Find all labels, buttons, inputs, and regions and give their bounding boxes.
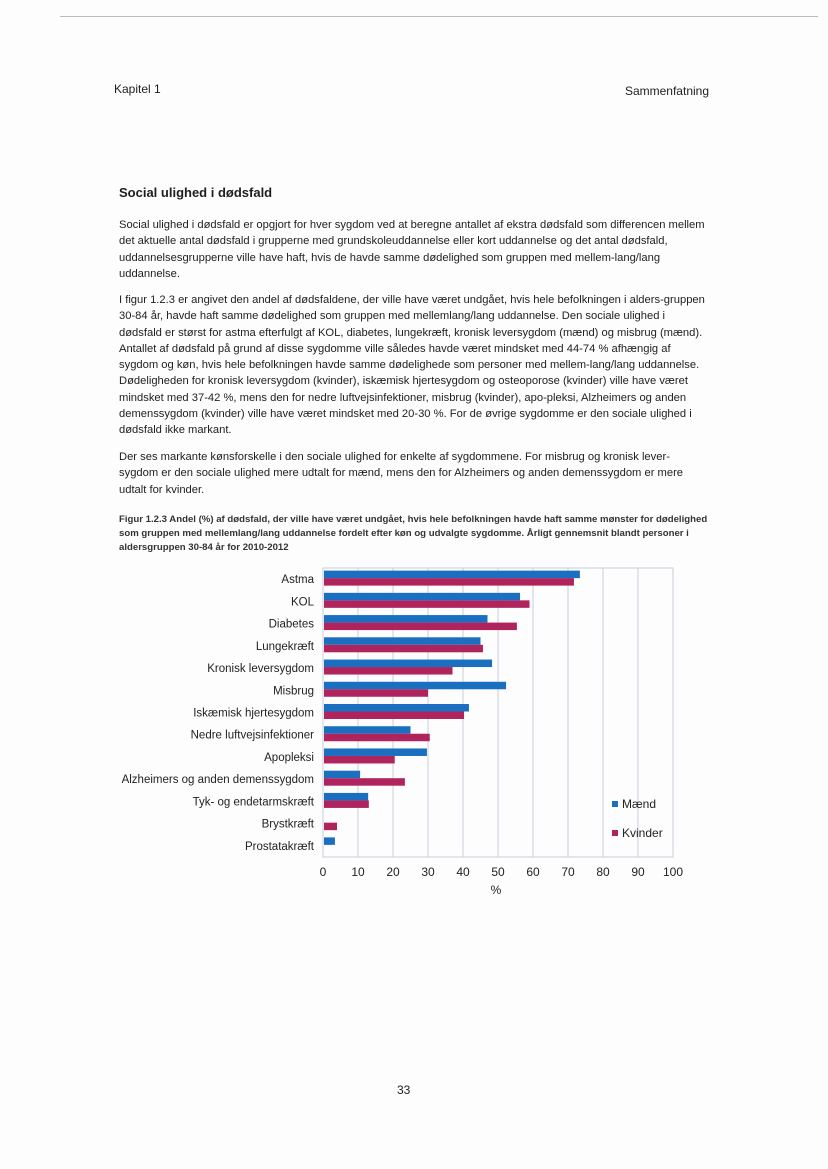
x-tick-label: 90: [631, 865, 645, 879]
x-tick-label: 40: [456, 865, 470, 879]
bar-mænd: [324, 726, 411, 734]
bar-mænd: [324, 571, 580, 579]
paragraph-1: Social ulighed i dødsfald er opgjort for hver sygdom ved at beregne antallet af ekstra dødsfald som differencen mellem det aktuelle antal dødsfald i grupperne med grundskoleuddannelse eller kort uddannelse og det antal dødsfald, uddannelsesgrupperne ville have haft, hvis de havde samme dødelighed som gruppen med mellem-lang/lang uddannelse.: [119, 219, 705, 280]
bar-mænd: [324, 771, 360, 779]
category-label: Apopleksi: [264, 751, 314, 764]
bar-kvinder: [324, 667, 453, 675]
bar-kvinder: [324, 600, 530, 608]
x-axis-label: %: [490, 883, 502, 897]
bar-kvinder: [324, 689, 428, 697]
figure-caption: Figur 1.2.3 Andel (%) af dødsfald, der ville have været undgået, hvis hele befolkningen havde haft samme mønster for dødelighed som gruppen med mellemlang/lang uddannelse fordelt efter køn og udvalgte sygdomme. Årligt gennemsnit blandt personer i aldersgruppen 30-84 år for 2010-2012: [119, 514, 708, 553]
x-tick-label: 20: [386, 865, 400, 879]
legend-swatch: [612, 801, 618, 807]
x-tick-label: 80: [596, 865, 610, 879]
bar-mænd: [324, 748, 427, 756]
x-tick-label: 30: [421, 865, 435, 879]
category-label: Alzheimers og anden demenssygdom: [121, 774, 314, 787]
x-tick-label: 100: [662, 865, 684, 879]
category-label: Iskæmisk hjertesygdom: [193, 707, 314, 720]
page-number: 33: [397, 1083, 411, 1097]
legend-label: Mænd: [622, 797, 657, 811]
category-label: Prostatakræft: [244, 840, 314, 853]
bar-kvinder: [324, 645, 483, 653]
bar-mænd: [324, 615, 488, 623]
category-label: Misbrug: [273, 685, 314, 698]
bar-kvinder: [324, 712, 464, 720]
bar-kvinder: [324, 823, 337, 831]
bar-kvinder: [324, 800, 369, 808]
category-label: Brystkræft: [261, 818, 314, 831]
paragraph-2: I figur 1.2.3 er angivet den andel af dødsfaldene, der ville have været undgået, hvis hele befolkningen i alders-gruppen 30-84 år, havde haft samme dødelighed som gruppen med mellemlang/lang uddannelse. Den sociale ulighed i dødsfald er størst for astma efterfulgt af KOL, diabetes, lungekræft, kronisk leversygdom (mænd) og misbrug (mænd). Antallet af dødsfald på grund af disse sygdomme ville således havde været mindsket med 44-74 % afhængig af sygdom og køn, hvis hele befolkningen havde samme dødelighede som personer med mellem-lang/lang uddannelse. Dødeligheden for kronisk leversygdom (kvinder), iskæmisk hjertesygdom og osteoporose (kvinder) ville have været mindsket med 37-42 %, mens den for nedre luftvejsinfektioner, misbrug (kvinder), apo-pleksi, Alzheimers og anden demenssygdom (kvinder) ville have været mindsket med 20-30 %. For de øvrige sygdomme er den sociale ulighed i dødsfald ikke markant.: [119, 294, 705, 437]
bar-kvinder: [324, 734, 430, 742]
bar-mænd: [324, 593, 520, 601]
x-tick-label: 10: [351, 865, 365, 879]
x-tick-label: 60: [526, 865, 540, 879]
category-label: Tyk- og endetarmskræft: [192, 796, 314, 809]
bar-kvinder: [324, 756, 395, 764]
top-rule: [60, 16, 818, 17]
category-label: Nedre luftvejsinfektioner: [190, 729, 314, 742]
bar-mænd: [324, 660, 492, 668]
bar-kvinder: [324, 778, 405, 786]
bar-mænd: [324, 637, 481, 645]
legend-swatch: [612, 830, 618, 836]
section-header: Sammenfatning: [624, 84, 709, 98]
bar-kvinder: [324, 623, 517, 631]
chapter-header: Kapitel 1: [114, 82, 161, 96]
section-heading: Social ulighed i dødsfald: [119, 185, 273, 200]
x-tick-label: 0: [319, 865, 327, 879]
category-label: Kronisk leversygdom: [207, 663, 314, 676]
bar-mænd: [324, 704, 469, 712]
category-label: Diabetes: [268, 618, 314, 631]
legend-label: Kvinder: [622, 826, 663, 840]
category-label: Astma: [281, 574, 314, 587]
x-tick-label: 70: [561, 865, 575, 879]
bar-mænd: [324, 793, 368, 801]
x-tick-label: 50: [491, 865, 505, 879]
paragraph-3: Der ses markante kønsforskelle i den sociale ulighed for enkelte af sygdommene. For misbrug og kronisk lever-sygdom er den sociale ulighed mere udtalt for mænd, mens den for Alzheimers og anden demenssygdom er mere udtalt for kvinder.: [119, 451, 684, 496]
bar-chart: [0, 560, 828, 900]
bar-mænd: [324, 837, 335, 845]
bar-mænd: [324, 682, 506, 690]
bar-kvinder: [324, 578, 574, 586]
category-label: Lungekræft: [255, 640, 314, 653]
category-label: KOL: [290, 596, 314, 609]
